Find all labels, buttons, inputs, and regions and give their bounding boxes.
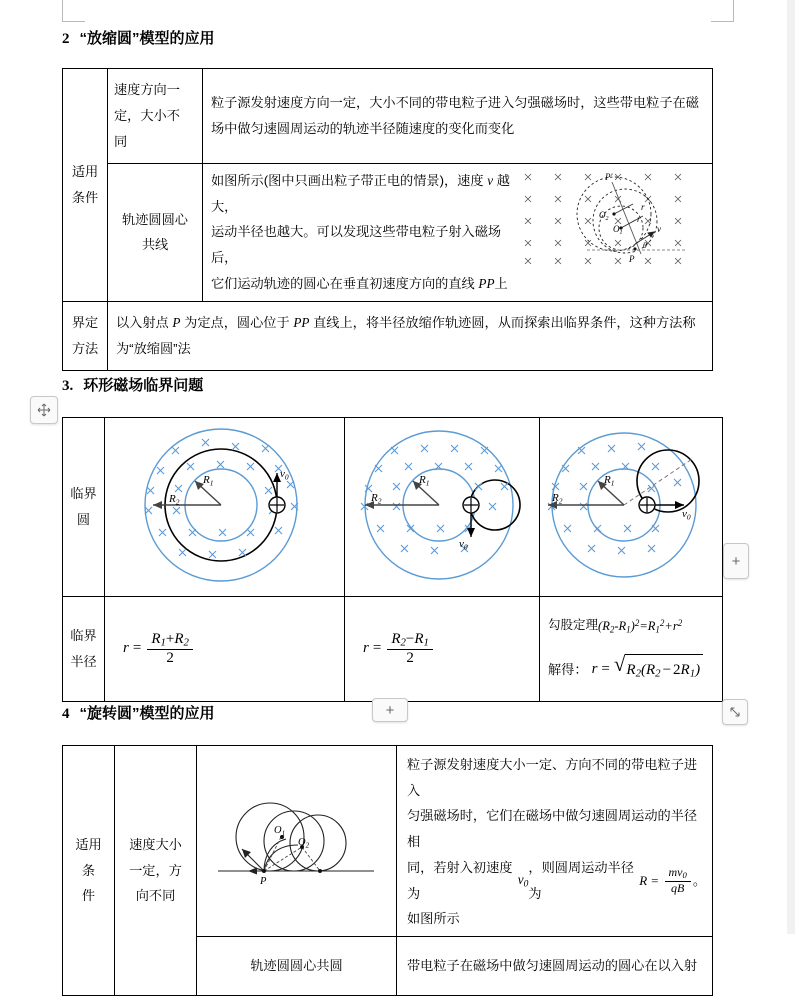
table-row [63,164,713,302]
define-text-p-symbol: P [172,314,181,330]
applicable-label-line1: 适用 [71,164,99,180]
radical-sign: √ [613,652,626,677]
cell-critical-radius-label [63,597,105,702]
description-2-line1 [211,168,511,219]
add-row-button[interactable]: + [723,543,749,579]
table-row [63,746,713,937]
formula-3-solve-prefix: 解得： [548,662,588,678]
svg-text:r: r [641,202,645,212]
heading-section-2-title: “放缩圆”模型的应用 [79,30,215,47]
table-scaling-circle [62,68,713,371]
add-column-button[interactable]: + [372,698,408,722]
cell-description-2 [203,164,713,302]
figure-2-label-v0: $v_0$ [459,537,468,551]
cell-figure-3 [540,418,723,597]
svg-text:r: r [637,214,641,224]
heading-section-4 [62,702,215,723]
critical-radius-label-line2: 半径 [70,654,97,669]
figure-1-label-R1: $R_1$ [203,473,214,487]
condition-2-line1: 轨迹圆圆心 [122,211,188,227]
vertical-scrollbar[interactable] [787,0,795,934]
cell-condition-2 [108,164,203,302]
heading-section-3-title: 环形磁场临界问题 [83,377,204,394]
figure-2-label-R1: $R_1$ [419,473,430,487]
rot-text-line1: 粒子源发射速度大小一定、方向不同的带电粒子进入 [407,757,698,798]
define-label-line1: 界定 [71,314,99,330]
description-2-line3 [211,271,511,297]
formula-3-line2 [548,654,716,685]
cell-condition-rotating-2: 轨迹圆圆心共圆 [197,937,397,996]
table-row [63,69,713,164]
formula-3-radical [614,654,703,685]
figure-1-label-R2: $R_2$ [169,492,180,506]
formula-1-lhs: r [123,640,129,657]
critical-circle-label-line2: 圆 [76,512,91,527]
condition-1-line1: 速度方向一 [114,82,180,98]
rot-text-l3c: 。 [692,872,706,888]
formula-1-numerator: $R_1+R_2$ [147,631,193,650]
define-text-pp-symbol: PP [293,314,310,330]
condition-1-line3: 同 [114,133,128,149]
formula-1-denominator: 2 [166,649,174,666]
formula-2-fraction [387,631,433,667]
cell-define-method-label [63,301,108,370]
formula-2-numerator: $R_2-R_1$ [387,631,433,650]
applicable-3-line1: 适用条 [75,836,102,878]
cell-critical-circle-label [63,418,105,597]
condition-1-line2: 定，大小不 [114,108,180,124]
figure-3-label-v0: $v_0$ [682,507,691,521]
table-move-handle[interactable] [30,396,58,424]
svg-text:v: v [657,224,661,234]
heading-section-3-number: 3. [62,378,74,394]
resize-diagonal-icon [728,705,742,719]
table-row [63,418,723,597]
formula-2-eq: = [372,640,382,657]
formula-1-fraction [147,631,193,667]
desc2-l1a: 如图所示(图中只画出粒子带正电的情景)，速度 [211,173,488,188]
crop-mark-top-right [711,0,734,22]
description-2-line2: 运动半径也越大。可以发现这些带电粒子射入磁场后， [211,224,502,266]
figure-scaling-circle [517,166,697,270]
heading-section-4-title: “旋转圆”模型的应用 [79,705,215,722]
formula-2 [363,631,435,667]
cell-define-method-text [108,301,713,370]
applicable-3-line2: 件 [81,888,96,904]
rot-formula-R: R = $\frac{mv_0}{qB}$ [639,866,693,896]
svg-text:O2: $O_2$ [599,210,609,222]
figure-2-label-R2: $R_2$ [371,491,382,505]
cell-figure-rotating [197,746,397,937]
heading-section-4-number: 4 [62,706,70,722]
cell-formula-2 [345,597,540,702]
condition-2-line2: 共线 [141,237,169,253]
cell-description-rotating-2: 带电粒子在磁场中做匀速圆周运动的圆心在以入射 [397,937,713,996]
table-annular-field [62,417,723,702]
figure-3-label-R1: $R_1$ [604,473,615,487]
cell-description-1 [203,69,713,164]
rot-text-line2: 匀强磁场时，它们在磁场中做匀速圆周运动的半径相 [407,808,698,850]
figure-3-label-R2: $R_2$ [552,491,563,505]
svg-text:θ: θ [643,241,647,250]
cell-applicable-condition-label [63,69,108,302]
crop-mark-top-left [62,0,85,22]
cell-condition-3 [115,746,197,996]
move-icon [37,403,51,417]
formula-3-prefix: 勾股定理 [548,618,599,633]
figure-1-label-v0: $v_0$ [280,467,289,481]
rot-text-l3b: ，则圆周运动半径为 [528,859,634,901]
define-label-line2: 方法 [71,340,99,356]
figure-annular-1 [117,425,332,590]
figure-label-p-prime: P′ [605,172,613,182]
figure-rotating-circle [202,789,392,893]
formula-2-denominator: 2 [406,649,414,666]
condition-3-line3: 向不同 [135,888,176,904]
rot-text-line3 [407,855,706,906]
figure-rot-label-p: P [259,876,266,888]
table-rotating-circle [62,745,713,996]
formula-1-eq: = [132,640,142,657]
desc2-l3a: 它们运动轨迹的圆心在垂直初速度方向的直线 [211,275,479,291]
applicable-label-line2: 条件 [71,189,99,205]
define-text-a: 以入射点 [116,314,173,330]
formula-3-line1: 勾股定理$(R_2-R_1)^2=R_1^2+r^2$ [548,617,683,634]
desc2-pp-symbol: PP [478,275,495,291]
desc2-l1b: 越大， [211,173,510,214]
define-text-b: 为定点，圆心位于 [180,314,294,330]
figure-annular-3 [544,425,720,590]
formula-3-eq: = [601,661,610,678]
rot-text-l3a: 同，若射入初速度为 [407,859,513,901]
cell-formula-1 [105,597,345,702]
cell-figure-2 [345,418,540,597]
cell-figure-1 [105,418,345,597]
condition-3-line2: 一定，方 [129,862,182,878]
figure-rot-label-o2: $O_2$ [297,837,309,850]
heading-section-2-number: 2 [62,31,70,47]
figure-rot-label-o1: $O_1$ [273,825,285,838]
cell-formula-3 [540,597,723,702]
desc2-l3b: 上 [494,275,508,291]
svg-text:O1: $O_1$ [613,224,623,236]
formula-1 [123,631,195,667]
radicand: $R_2(R_2 - 2R_1)$ [625,654,703,685]
table-row [63,301,713,370]
heading-section-3 [62,374,203,395]
critical-circle-label-line1: 临界 [70,486,97,502]
critical-radius-label-line1: 临界 [70,628,97,644]
define-text-c: 直线上，将半径放缩作轨迹圆，从而探索出临界条件，这种方法称为“放缩圆”法 [116,314,696,356]
desc2-v-symbol: v [487,173,494,188]
rot-text-line4: 如图所示 [407,911,460,927]
condition-3-line1: 速度大小 [129,836,182,852]
heading-section-2 [62,27,215,48]
cell-condition-1 [108,69,203,164]
formula-2-lhs: r [363,640,369,657]
table-resize-handle[interactable] [722,699,748,725]
cell-description-rotating [397,746,713,937]
table-row [63,597,723,702]
description-1-text: 粒子源发射速度方向一定，大小不同的带电粒子进入匀强磁场时，这些带电粒子在磁场中做匀速圆周运动的轨迹半径随速度的变化而变化 [211,95,699,136]
rot-v0-symbol: $v_0$ [517,872,529,890]
figure-annular-2 [349,425,537,590]
figure-label-p: P [629,254,635,264]
cell-applicable-condition-label-3 [63,746,115,996]
formula-3-lhs: r [591,661,598,678]
